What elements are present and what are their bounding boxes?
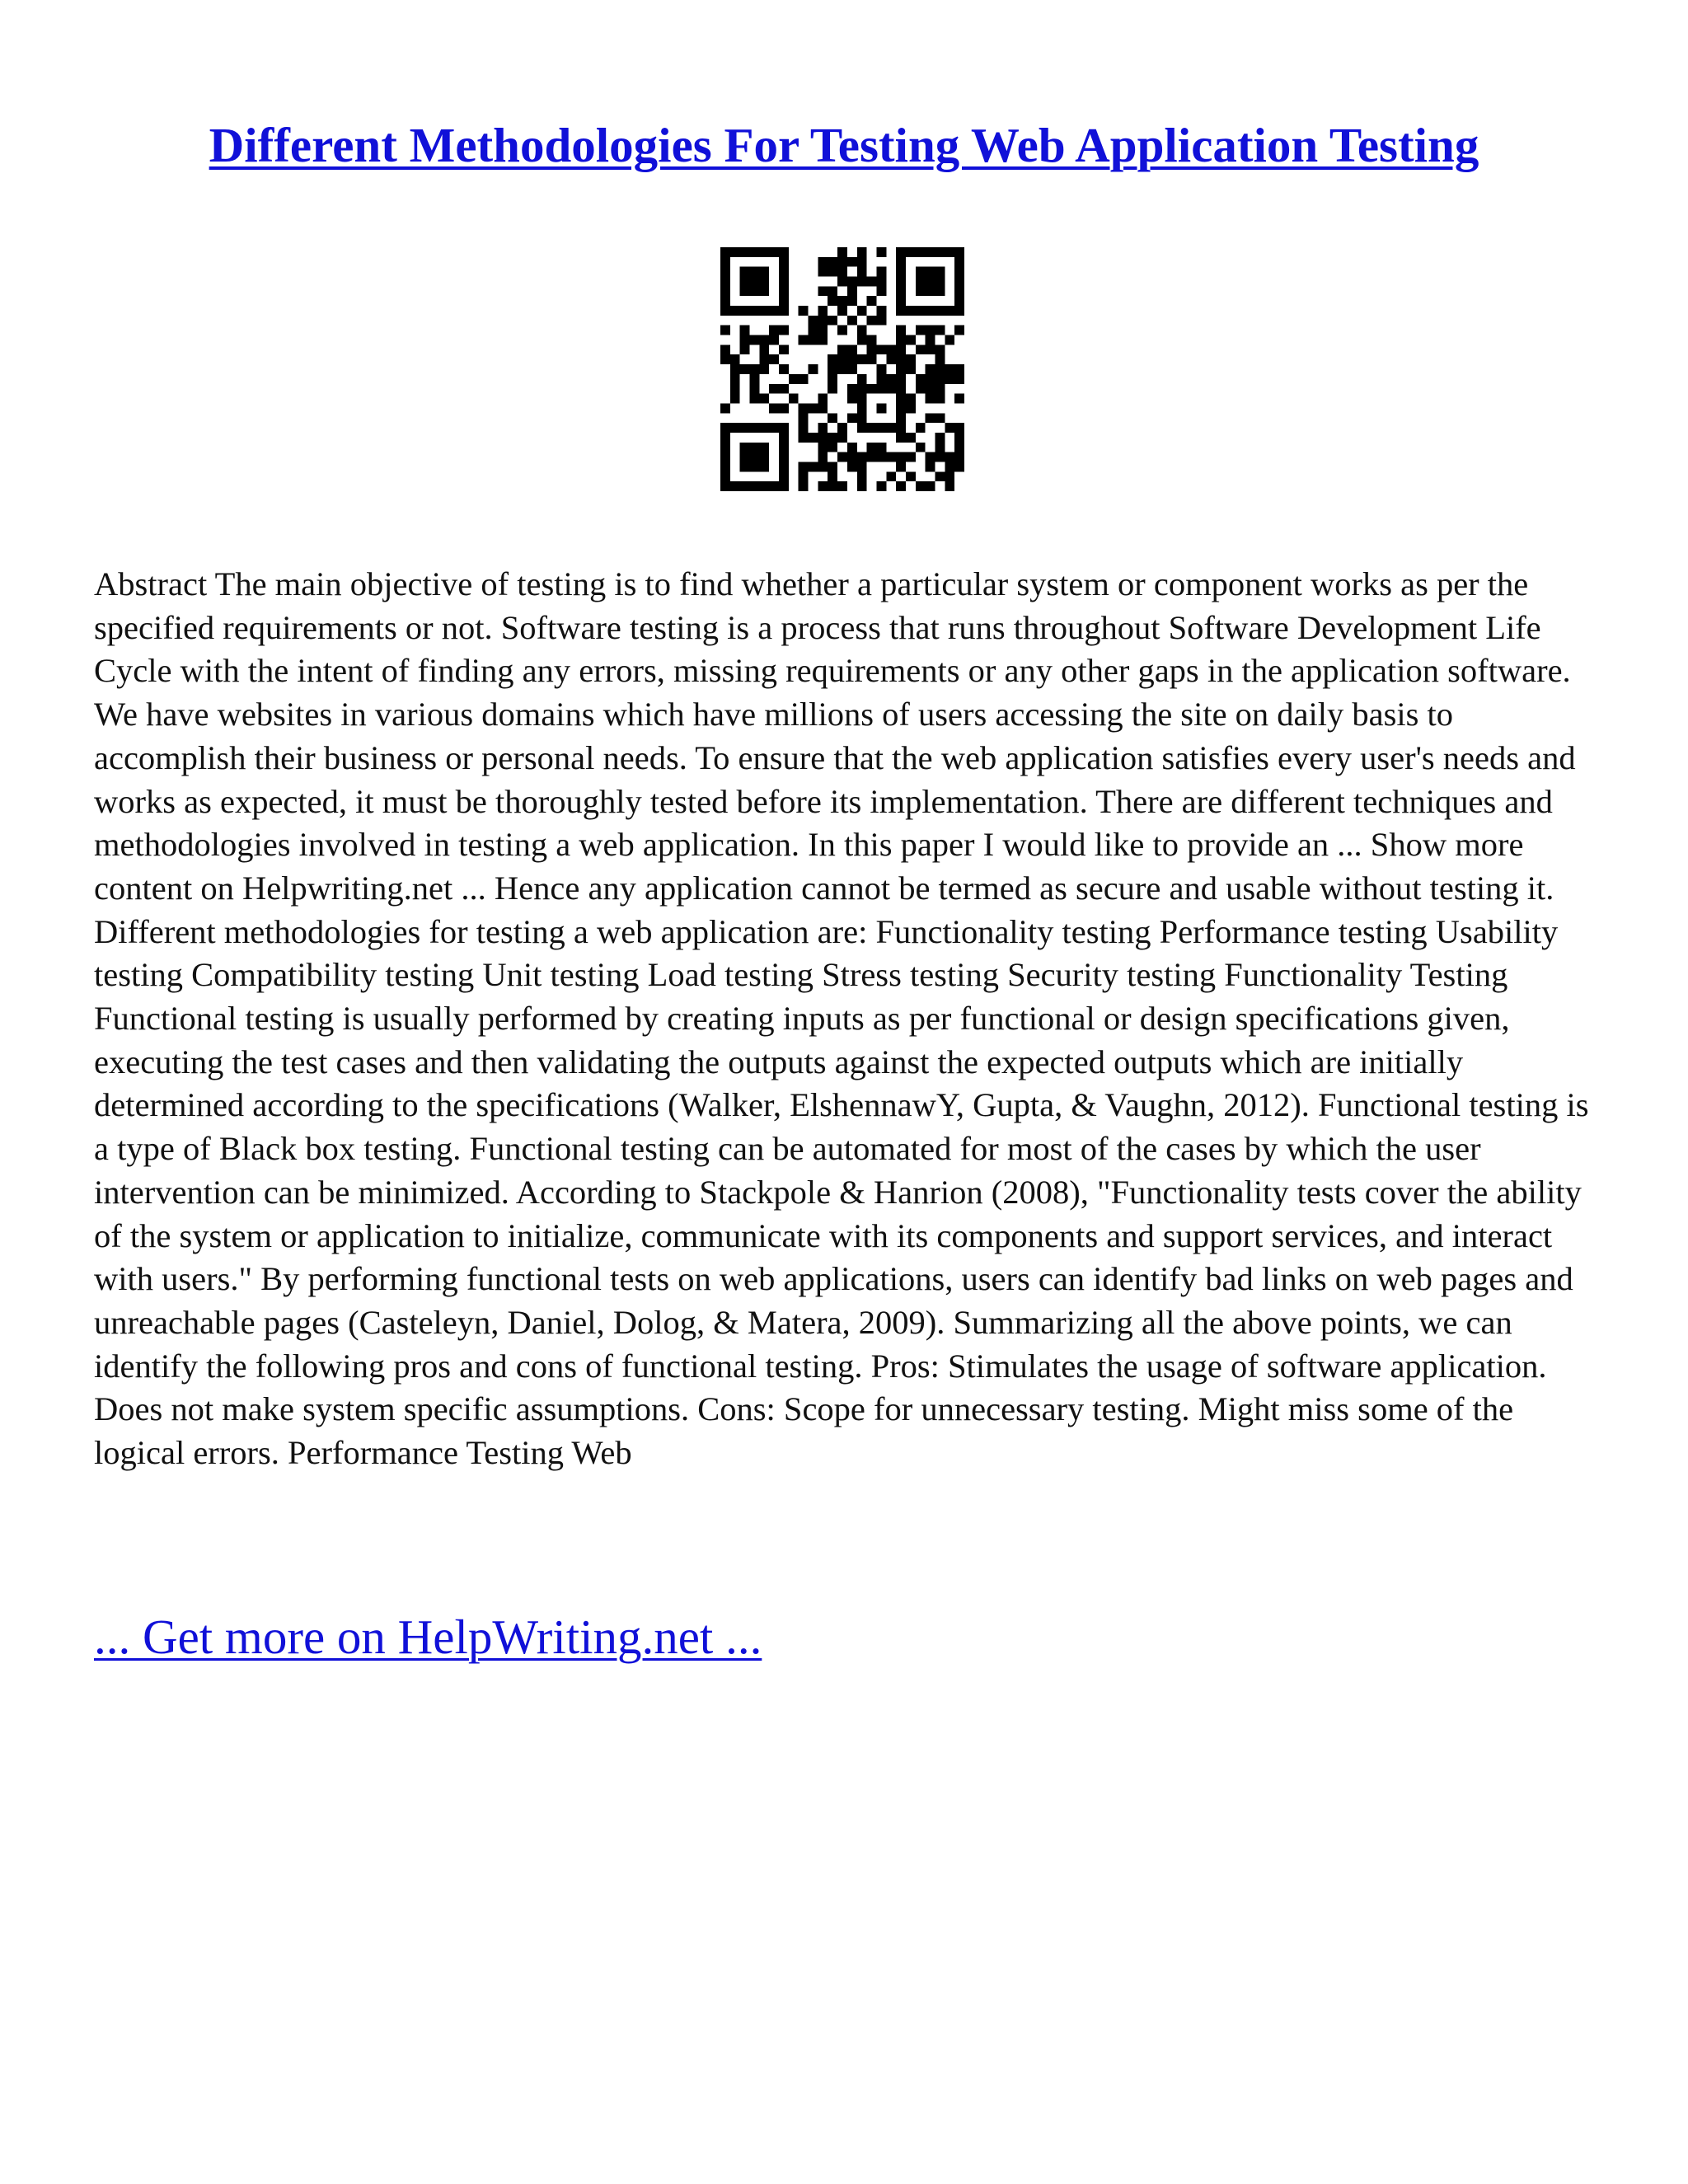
get-more-link[interactable]: ... Get more on HelpWriting.net ... <box>94 1610 762 1664</box>
title-link[interactable]: Different Methodologies For Testing Web Application Testing <box>209 118 1479 172</box>
document-title <box>0 115 1688 175</box>
get-more-paragraph <box>94 1607 762 1666</box>
qr-code-graphic <box>720 247 964 491</box>
qr-code-icon <box>720 247 964 491</box>
body-paragraph: Abstract The main objective of testing is to find whether a particular system or component works as per the specified requirements or not. Software testing is a process that runs throughout Software Development Life Cycle with the intent of finding any errors, missing requirements or any other gaps in the application software. We have websites in various domains which have millions of users accessing the site on daily basis to accomplish their business or personal needs. To ensure that the web application satisfies every user's needs and works as expected, it must be thoroughly tested before its implementation. There are different techniques and methodologies involved in testing a web application. In this paper I would like to provide an ... Show more content on Helpwriting.net ... Hence any application cannot be termed as secure and usable without testing it. Different methodologies for testing a web application are: Functionality testing Performance testing Usability testing Compatibility testing Unit testing Load testing Stress testing Security testing Functionality Testing Functional testing is usually performed by creating inputs as per functional or design specifications given, executing the test cases and then validating the outputs against the expected outputs which are initially determined according to the specifications (Walker, ElshennawY, Gupta, & Vaughn, 2012). Functional testing is a type of Black box testing. Functional testing can be automated for most of the cases by which the user intervention can be minimized. According to Stackpole & Hanrion (2008), "Functionality tests cover the ability of the system or application to initialize, communicate with its components and support services, and interact with users." By performing functional tests on web applications, users can identify bad links on web pages and unreachable pages (Casteleyn, Daniel, Dolog, & Matera, 2009). Summarizing all the above points, we can identify the following pros and cons of functional testing. Pros: Stimulates the usage of software application. Does not make system specific assumptions. Cons: Scope for unnecessary testing. Might miss some of the logical errors. Performance Testing Web <box>94 565 1589 1472</box>
